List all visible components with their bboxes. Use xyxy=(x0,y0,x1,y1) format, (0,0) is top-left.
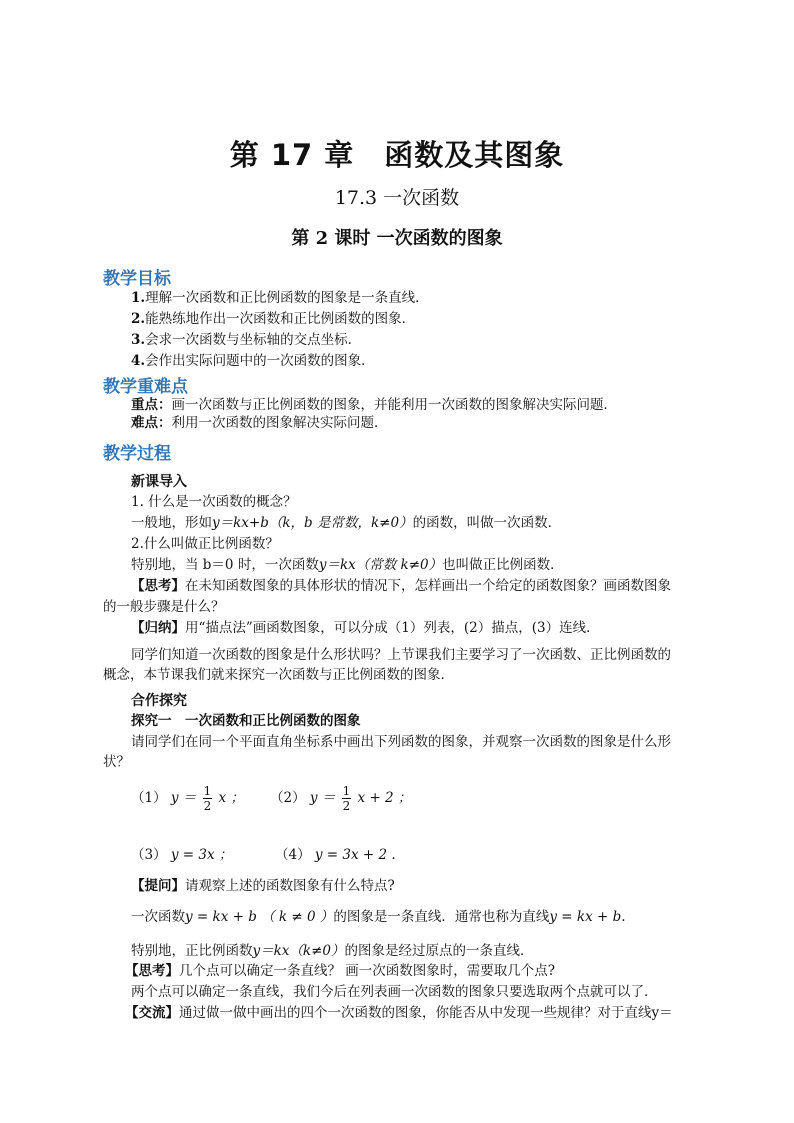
lesson-title: 第 2 课时 一次函数的图象 xyxy=(291,228,503,249)
think-2: 【思考】几个点可以确定一条直线？ 画一次函数图象时，需要取几个点? xyxy=(125,963,556,979)
intro-paragraph: 同学们知道一次函数的图象是什么形状吗？上节课我们主要学习了一次函数、正比例函数的 xyxy=(131,647,671,663)
key-point: 重点：画一次函数与正比例函数的图象，并能利用一次函数的图象解决实际问题． xyxy=(131,397,617,413)
think-1-cont: 的一般步骤是什么？ xyxy=(103,599,225,615)
intro-paragraph-cont: 概念，本节课我们就来探究一次函数与正比例函数的图象． xyxy=(103,667,454,683)
summary: 【归纳】用“描点法”画函数图象，可以分成（1）列表，(2）描点，(3）连线． xyxy=(131,620,600,636)
goal-item: 3.会求一次函数与坐标轴的交点坐标． xyxy=(131,332,362,348)
think-1: 【思考】在未知函数图象的具体形状的情况下，怎样画出一个给定的函数图象？画函数图象 xyxy=(131,578,671,594)
question-2: 2.什么叫做正比例函数？ xyxy=(131,536,279,552)
chapter-title: 第 17 章 函数及其图象 xyxy=(229,138,565,172)
coop-heading: 合作探究 xyxy=(131,693,187,709)
formula-2: （2） y ＝ $\frac{1}{2}$ x + 2 ； xyxy=(270,784,412,813)
keypoints-heading: 教学重难点 xyxy=(103,377,188,397)
explore-heading: 探究一 一次函数和正比例函数的图象 xyxy=(131,713,361,729)
formula-4: （4） y = 3x + 2 . xyxy=(275,847,396,863)
exchange: 【交流】通过做一做中画出的四个一次函数的图象，你能否从中发现一些规律？对于直线y＝ xyxy=(125,1005,673,1021)
question-1: 1. 什么是一次函数的概念？ xyxy=(131,494,297,510)
difficulty-point: 难点：利用一次函数的图象解决实际问题． xyxy=(131,415,388,431)
answer-2: 特别地，当 b＝0 时，一次函数y＝kx（常数 k≠0）也叫做正比例函数． xyxy=(131,557,564,573)
answer-think-2: 两个点可以确定一条直线，我们今后在列表画一次函数的图象只要选取两个点就可以了． xyxy=(131,984,658,1000)
ask: 【提问】请观察上述的函数图象有什么特点? xyxy=(131,878,395,894)
explore-text: 请同学们在同一个平面直角坐标系中画出下列函数的图象，并观察一次函数的图象是什么形 xyxy=(131,734,671,750)
process-heading: 教学过程 xyxy=(103,444,171,464)
formula-3: （3） y = 3x ； xyxy=(131,847,233,863)
goal-item: 1.理解一次函数和正比例函数的图象是一条直线． xyxy=(131,290,429,306)
goals-heading: 教学目标 xyxy=(103,269,171,289)
goal-item: 2.能熟练地作出一次函数和正比例函数的图象． xyxy=(131,311,416,327)
proportional-line-statement: 特别地，正比例函数y＝kx（k≠0）的图象是经过原点的一条直线． xyxy=(131,943,534,959)
goal-item: 4.会作出实际问题中的一次函数的图象． xyxy=(131,353,375,369)
intro-heading: 新课导入 xyxy=(131,474,187,490)
formula-1: （1） y ＝ $\frac{1}{2}$ x ； xyxy=(131,784,244,813)
section-subtitle: 17.3 一次函数 xyxy=(334,187,460,209)
linear-line-statement: 一次函数y = kx + b （ k ≠ 0 ）的图象是一条直线．通常也称为直线y = kx + b. xyxy=(131,909,626,925)
explore-text-cont: 状？ xyxy=(103,754,130,770)
answer-1: 一般地，形如y＝kx+b（k，b 是常数，k≠0）的函数，叫做一次函数． xyxy=(131,515,562,531)
